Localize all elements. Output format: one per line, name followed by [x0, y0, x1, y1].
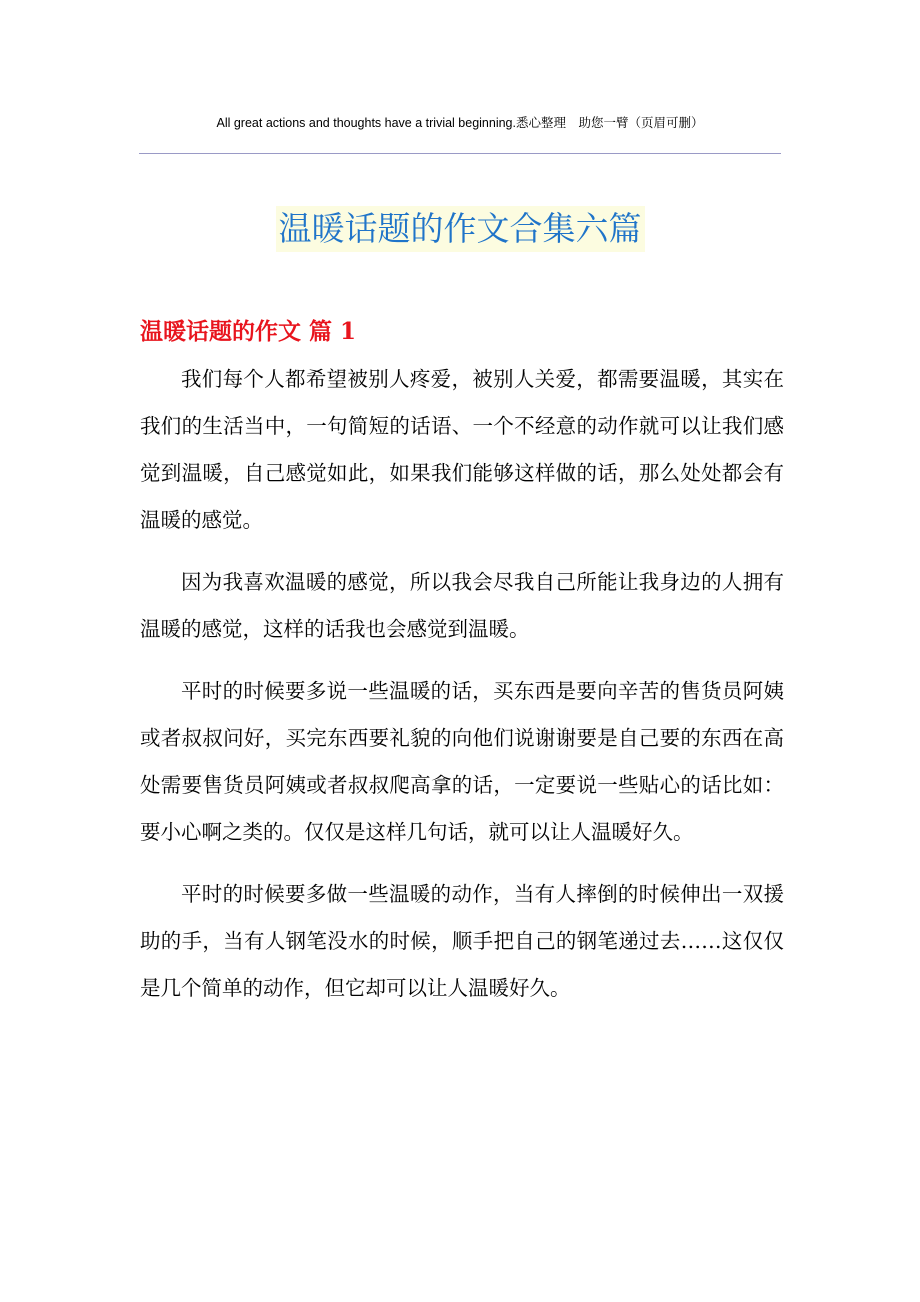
- paragraph: 因为我喜欢温暖的感觉，所以我会尽我自己所能让我身边的人拥有温暖的感觉，这样的话我也会感觉到温暖。: [140, 570, 784, 641]
- title-container: [0, 184, 920, 274]
- paragraph: 平时的时候要多做一些温暖的动作，当有人摔倒的时候伸出一双援助的手，当有人钢笔没水的时候，顺手把自己的钢笔递过去……这仅仅是几个简单的动作，但它却可以让人温暖好久。: [140, 882, 784, 1000]
- paragraph: 平时的时候要多说一些温暖的话，买东西是要向辛苦的售货员阿姨或者叔叔问好，买完东西要礼貌的向他们说谢谢要是自己要的东西在高处需要售货员阿姨或者叔叔爬高拿的话，一定要说一些贴心的话比如：要小心啊之类的。仅仅是这样几句话，就可以让人温暖好久。: [140, 679, 784, 844]
- document-title: 温暖话题的作文合集六篇: [276, 206, 645, 252]
- page-header: All great actions and thoughts have a trivial beginning.悉心整理 助您一臂（页眉可删）: [216, 116, 704, 130]
- header-divider: [139, 153, 781, 154]
- paragraph: 我们每个人都希望被别人疼爱，被别人关爱，都需要温暖，其实在我们的生活当中，一句简短的话语、一个不经意的动作就可以让我们感觉到温暖，自己感觉如此，如果我们能够这样做的话，那么处处都会有温暖的感觉。: [140, 367, 784, 532]
- section-heading: 温暖话题的作文 篇 1: [140, 318, 357, 346]
- document-body: [140, 356, 784, 1027]
